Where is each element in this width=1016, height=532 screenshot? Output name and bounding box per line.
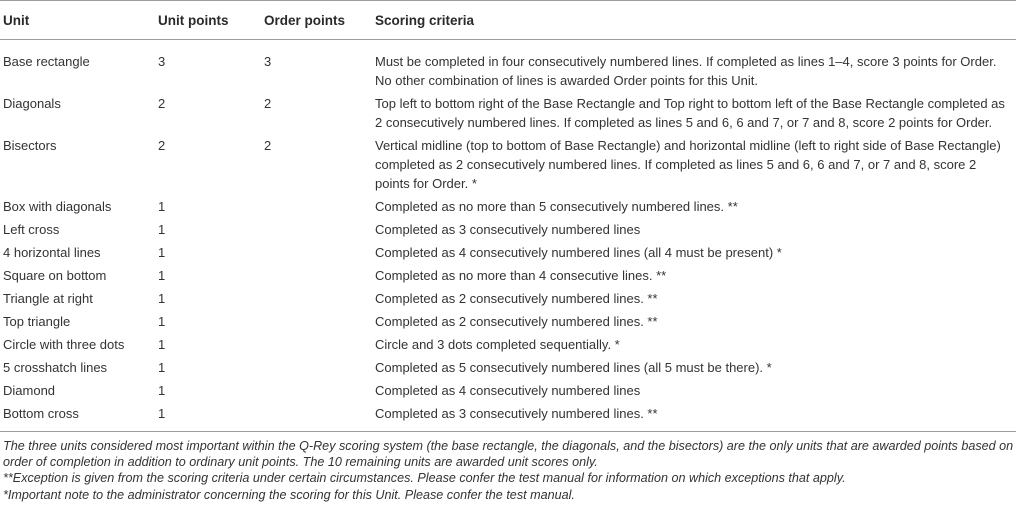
unit-cell: Circle with three dots [3, 337, 125, 352]
table-row [0, 243, 1016, 266]
criteria-cell: Top left to bottom right of the Base Rectangle and Top right to bottom left of the Base Rectangle completed as 2 consecutively numbered lines. If completed as lines 5 and 6, 6 and 7, or 7 and 8, score 2 points for Order. [375, 96, 1005, 130]
unit-cell: Square on bottom [3, 268, 107, 283]
table-row [0, 266, 1016, 289]
unit-cell: Box with diagonals [3, 199, 112, 214]
order-points-cell [261, 381, 372, 404]
table-footnotes [0, 438, 1016, 503]
order-points-cell [261, 266, 372, 289]
order-points-cell [261, 335, 372, 358]
unit-points-cell: 1 [158, 337, 166, 352]
table-row [0, 335, 1016, 358]
unit-cell: Bisectors [3, 138, 57, 153]
unit-cell: 5 crosshatch lines [3, 360, 108, 375]
table-row [0, 220, 1016, 243]
unit-cell: 4 horizontal lines [3, 245, 101, 260]
header-unit-points: Unit points [155, 1, 261, 40]
order-points-cell [261, 289, 372, 312]
unit-points-cell: 1 [158, 199, 166, 214]
unit-cell: Base rectangle [3, 54, 90, 69]
order-points-cell [261, 358, 372, 381]
unit-cell: Top triangle [3, 314, 71, 329]
table-row [0, 94, 1016, 136]
order-points-cell [261, 197, 372, 220]
criteria-cell: Completed as 3 consecutively numbered lines [375, 222, 641, 237]
unit-points-cell: 3 [158, 54, 166, 69]
order-points-cell: 2 [264, 96, 272, 111]
criteria-cell: Completed as 2 consecutively numbered lines. ** [375, 314, 658, 329]
order-points-cell [261, 243, 372, 266]
table-row [0, 197, 1016, 220]
unit-points-cell: 1 [158, 245, 166, 260]
unit-points-cell: 1 [155, 404, 261, 432]
unit-cell: Bottom cross [0, 404, 155, 432]
unit-points-cell: 2 [158, 96, 166, 111]
criteria-cell: Completed as 3 consecutively numbered lines. ** [372, 404, 1016, 432]
criteria-cell: Vertical midline (top to bottom of Base Rectangle) and horizontal midline (left to right side of Base Rectangle) completed as 2 consecutively numbered lines. If completed as lines 5 and 6, 6 and 7, or 7 and 8, score 2 points for Order. * [375, 138, 1001, 191]
criteria-cell: Circle and 3 dots completed sequentially. * [375, 337, 620, 352]
table-row [0, 404, 1016, 432]
criteria-cell: Completed as 5 consecutively numbered lines (all 5 must be there). * [375, 360, 772, 375]
footnote-double-star: **Exception is given from the scoring criteria under certain circumstances. Please confer the test manual for information on which exceptions that apply. [3, 471, 846, 486]
table-row [0, 381, 1016, 404]
unit-points-cell: 1 [158, 222, 166, 237]
order-points-cell: 2 [264, 138, 272, 153]
order-points-cell: 3 [264, 54, 272, 69]
criteria-cell: Completed as no more than 5 consecutively numbered lines. ** [375, 199, 738, 214]
footnote-main: The three units considered most important within the Q-Rey scoring system (the base rectangle, the diagonals, and the bisectors) are the only units that are awarded points based on order of completion in addition to ordinary unit points. The 10 remaining units are awarded unit scores only. [3, 439, 1014, 470]
footnote-single-star: *Important note to the administrator concerning the scoring for this Unit. Please confer the test manual. [3, 487, 575, 502]
header-unit: Unit [0, 1, 155, 40]
order-points-cell [261, 404, 372, 432]
unit-points-cell: 2 [158, 138, 166, 153]
criteria-cell: Completed as no more than 4 consecutive lines. ** [375, 268, 667, 283]
table-row [0, 136, 1016, 197]
unit-points-cell: 1 [158, 291, 166, 306]
unit-cell: Diamond [3, 383, 56, 398]
unit-cell: Left cross [3, 222, 60, 237]
header-scoring-criteria: Scoring criteria [372, 1, 1016, 40]
unit-cell: Diagonals [3, 96, 61, 111]
order-points-cell [261, 312, 372, 335]
table-row [0, 289, 1016, 312]
criteria-cell: Must be completed in four consecutively numbered lines. If completed as lines 1–4, score 3 points for Order. No other combination of lines is awarded Order points for this Unit. [375, 54, 997, 88]
unit-points-cell: 1 [158, 360, 166, 375]
unit-cell: Triangle at right [3, 291, 93, 306]
table-row [0, 312, 1016, 335]
unit-points-cell: 1 [158, 268, 166, 283]
table-row [0, 358, 1016, 381]
table-row [0, 40, 1016, 95]
header-order-points: Order points [261, 1, 372, 40]
criteria-cell: Completed as 4 consecutively numbered lines [375, 383, 641, 398]
criteria-cell: Completed as 4 consecutively numbered lines (all 4 must be present) * [375, 245, 782, 260]
criteria-cell: Completed as 2 consecutively numbered lines. ** [375, 291, 658, 306]
unit-points-cell: 1 [158, 314, 166, 329]
order-points-cell [261, 220, 372, 243]
header-row [0, 1, 1016, 40]
unit-points-cell: 1 [158, 383, 166, 398]
